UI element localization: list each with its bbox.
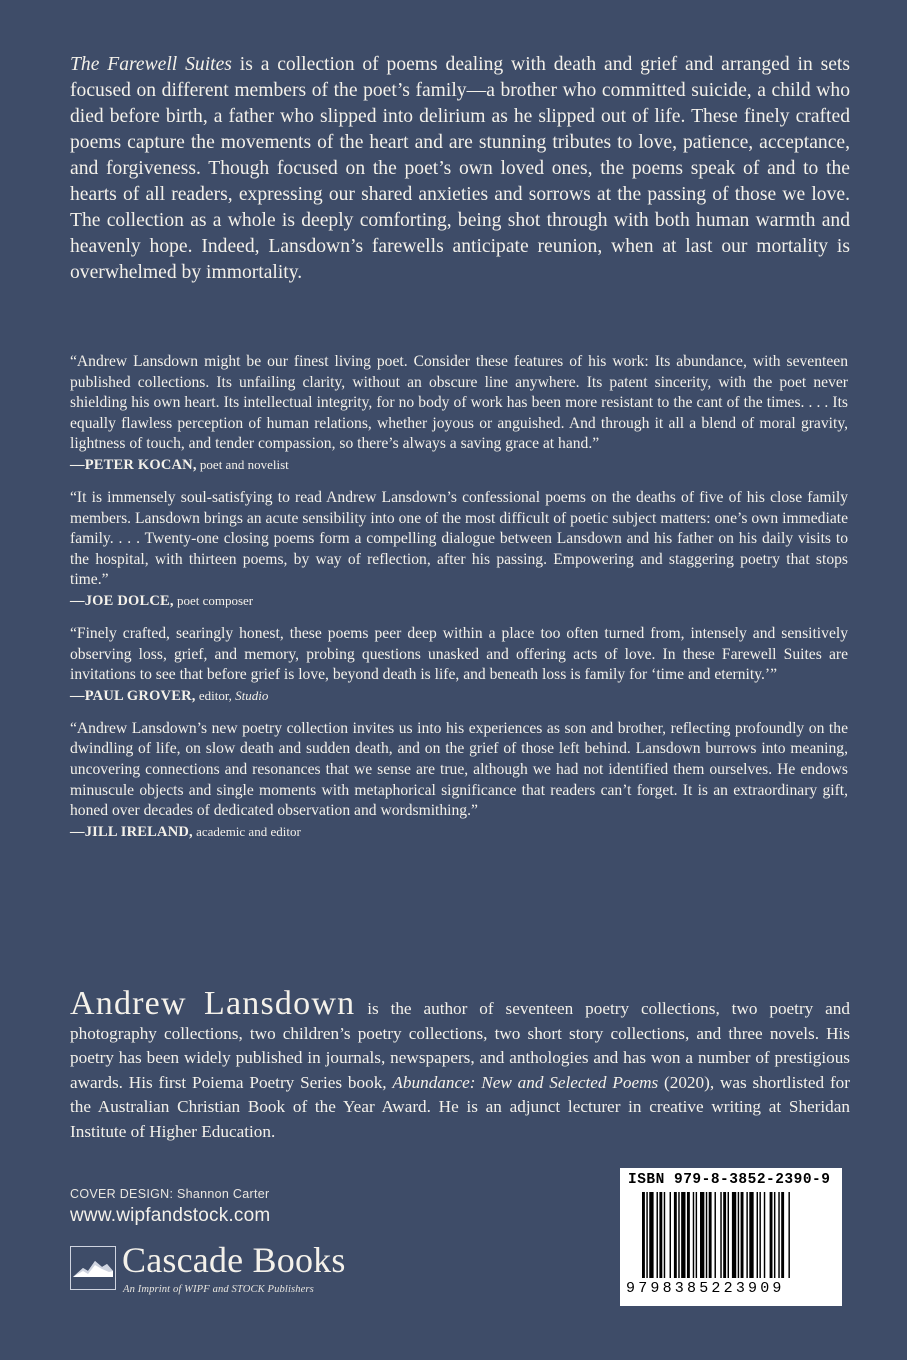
barcode-bar [681,1192,685,1278]
barcode-bar [670,1192,671,1278]
barcode-bar [720,1192,721,1278]
endorsement-text: “Finely crafted, searingly honest, these poems peer deep within a place too often turned from, intensely and sensitively observing loss, grief, and memory, probing questions unasked and offering acts of love. In these Farewell Suites are invitations to see that before grief is love, beyond death is life, and beneath loss is family for ‘time and eternity.’” [70,624,848,684]
endorser-role: academic and editor [192,823,301,839]
barcode [642,1192,834,1278]
isbn-label: ISBN 979-8-3852-2390-9 [628,1172,831,1188]
endorser-role: poet composer [173,592,254,608]
description-blurb [70,52,850,286]
barcode-bar [757,1192,758,1278]
barcode-bar [715,1192,716,1278]
barcode-bar [706,1192,707,1278]
endorser-role-italic: Studio [235,687,269,703]
barcode-bar [749,1192,753,1278]
bio-book-title: Abundance: New and Selected Poems [392,1072,659,1092]
endorser-role: editor, [195,687,236,703]
author-bio [70,985,850,1144]
barcode-bar [723,1192,726,1278]
endorsement-text: “It is immensely soul-satisfying to read Andrew Lansdown’s confessional poems on the deaths of five of his close family members. Lansdown brings an acute sensibility into one of the most difficult of poetic subject matters: one’s own immediate family. . . . Twenty-one closing poems form a compelling dialogue between Lansdown and his father on his daily visits to the hospital, with thirteen poems, by way of reflection, after his passing. Empowering and staggering poetry that stops time.” [70,488,848,589]
endorsement-text: “Andrew Lansdown might be our finest living poet. Consider these features of his work: Its abundance, with seventeen published collections. Its unfailing clarity, without an obscure line anywhere. Its patent sincerity, with the poet never shielding his own heart. Its intellectual integrity, for no body of work has been more resistant to the cant of the times. . . . Its equally flawless perception of human relations, whether joyous or anguished. And through it all a blend of moral gravity, lightness of touch, and tender compassion, so there’s always a saving grace at hand.” [70,353,848,453]
barcode-bar [764,1192,765,1278]
bio-text: is the author of seventeen poetry collections, two poetry and photography collections, two children’s poetry collections, two short story collections, and three novels. His poetry has been widely published in journals, newspapers, and anthologies and has won a number of prestigious awards. His first Poiema Poetry Series book, [70,999,850,1092]
barcode-bar [728,1192,729,1278]
barcode-bar [664,1192,665,1278]
isbn-barcode-panel [620,1168,842,1306]
barcode-bar [674,1192,677,1278]
barcode-bar [778,1192,779,1278]
barcode-bar [746,1192,747,1278]
endorsements [70,352,848,855]
endorsement [70,624,848,706]
blurb-text: is a collection of poems dealing with death and grief and arranged in sets focused on different members of the poet’s family—a brother who committed suicide, a child who died before birth, a father who slipped into delirium as he slipped out of life. These finely crafted poems capture the movements of the heart and are stunning tributes to love, patience, acceptance, and forgiveness. Though focused on the poet’s own loved ones, the poems speak of and to the hearts of all readers, expressing our shared anxieties and sorrows at the passing of those we love. The collection as a whole is deeply comforting, being shot through with both human warmth and heavenly hope. Indeed, Lansdown’s farewells anticipate reunion, when at last our mortality is overwhelmed by immortality. [70,54,850,283]
barcode-bar [687,1192,690,1278]
endorsement [70,719,848,842]
author-name: Andrew Lansdown [70,985,356,1022]
barcode-digits: 9798385223909 [626,1280,785,1297]
publisher-name: Cascade Books [122,1240,346,1280]
barcode-bar [696,1192,697,1278]
barcode-bar [741,1192,744,1278]
barcode-bar [649,1192,653,1278]
endorsement-attribution [70,686,848,706]
barcode-bar [646,1192,647,1278]
publisher-website[interactable]: www.wipfandstock.com [70,1205,271,1226]
endorsement-text: “Andrew Lansdown’s new poetry collection invites us into his experiences as son and brother, reflecting profoundly on the dwindling of life, on slow death and sudden death, and on the grief of those left behind. Lansdown burrows into meaning, uncovering connections and resonances that we sense are true, although we had not identified them ourselves. He endows minuscule objects and single moments with metaphorical significance that readers can’t forget. It is an extraordinary gift, honed over decades of dedicated observation and wordsmithing.” [70,719,848,820]
mountain-logo-icon [70,1246,116,1290]
barcode-bar [759,1192,760,1278]
endorser-name: —PAUL GROVER, [70,687,196,704]
barcode-bar [678,1192,679,1278]
barcode-bar [774,1192,775,1278]
endorsement-attribution [70,591,848,611]
barcode-bar [657,1192,658,1278]
barcode-bar [732,1192,736,1278]
endorsement-attribution [70,822,848,842]
barcode-bar [693,1192,694,1278]
endorser-name: —PETER KOCAN, [70,456,197,473]
endorsement [70,488,848,611]
endorser-name: —JILL IRELAND, [70,823,193,840]
barcode-bar [770,1192,773,1278]
barcode-bar [781,1192,784,1278]
cover-design-credit: COVER DESIGN: Shannon Carter [70,1187,270,1201]
barcode-bar [642,1192,645,1278]
barcode-bar [738,1192,739,1278]
endorsement-attribution [70,455,848,475]
endorser-role: poet and novelist [196,456,289,472]
barcode-bar [659,1192,662,1278]
imprint-line: An Imprint of WIPF and STOCK Publishers [123,1284,314,1295]
endorser-name: —JOE DOLCE, [70,592,174,609]
endorsement [70,352,848,475]
barcode-bar [700,1192,704,1278]
barcode-bar [709,1192,712,1278]
book-title: The Farewell Suites [70,54,232,75]
barcode-bar [788,1192,789,1278]
bio-text-end: (2020), was shortlisted for the Australian Christian Book of the Year Award. He is an adjunct lecturer in creative writing at Sheridan Institute of Higher Education. [70,1072,850,1141]
